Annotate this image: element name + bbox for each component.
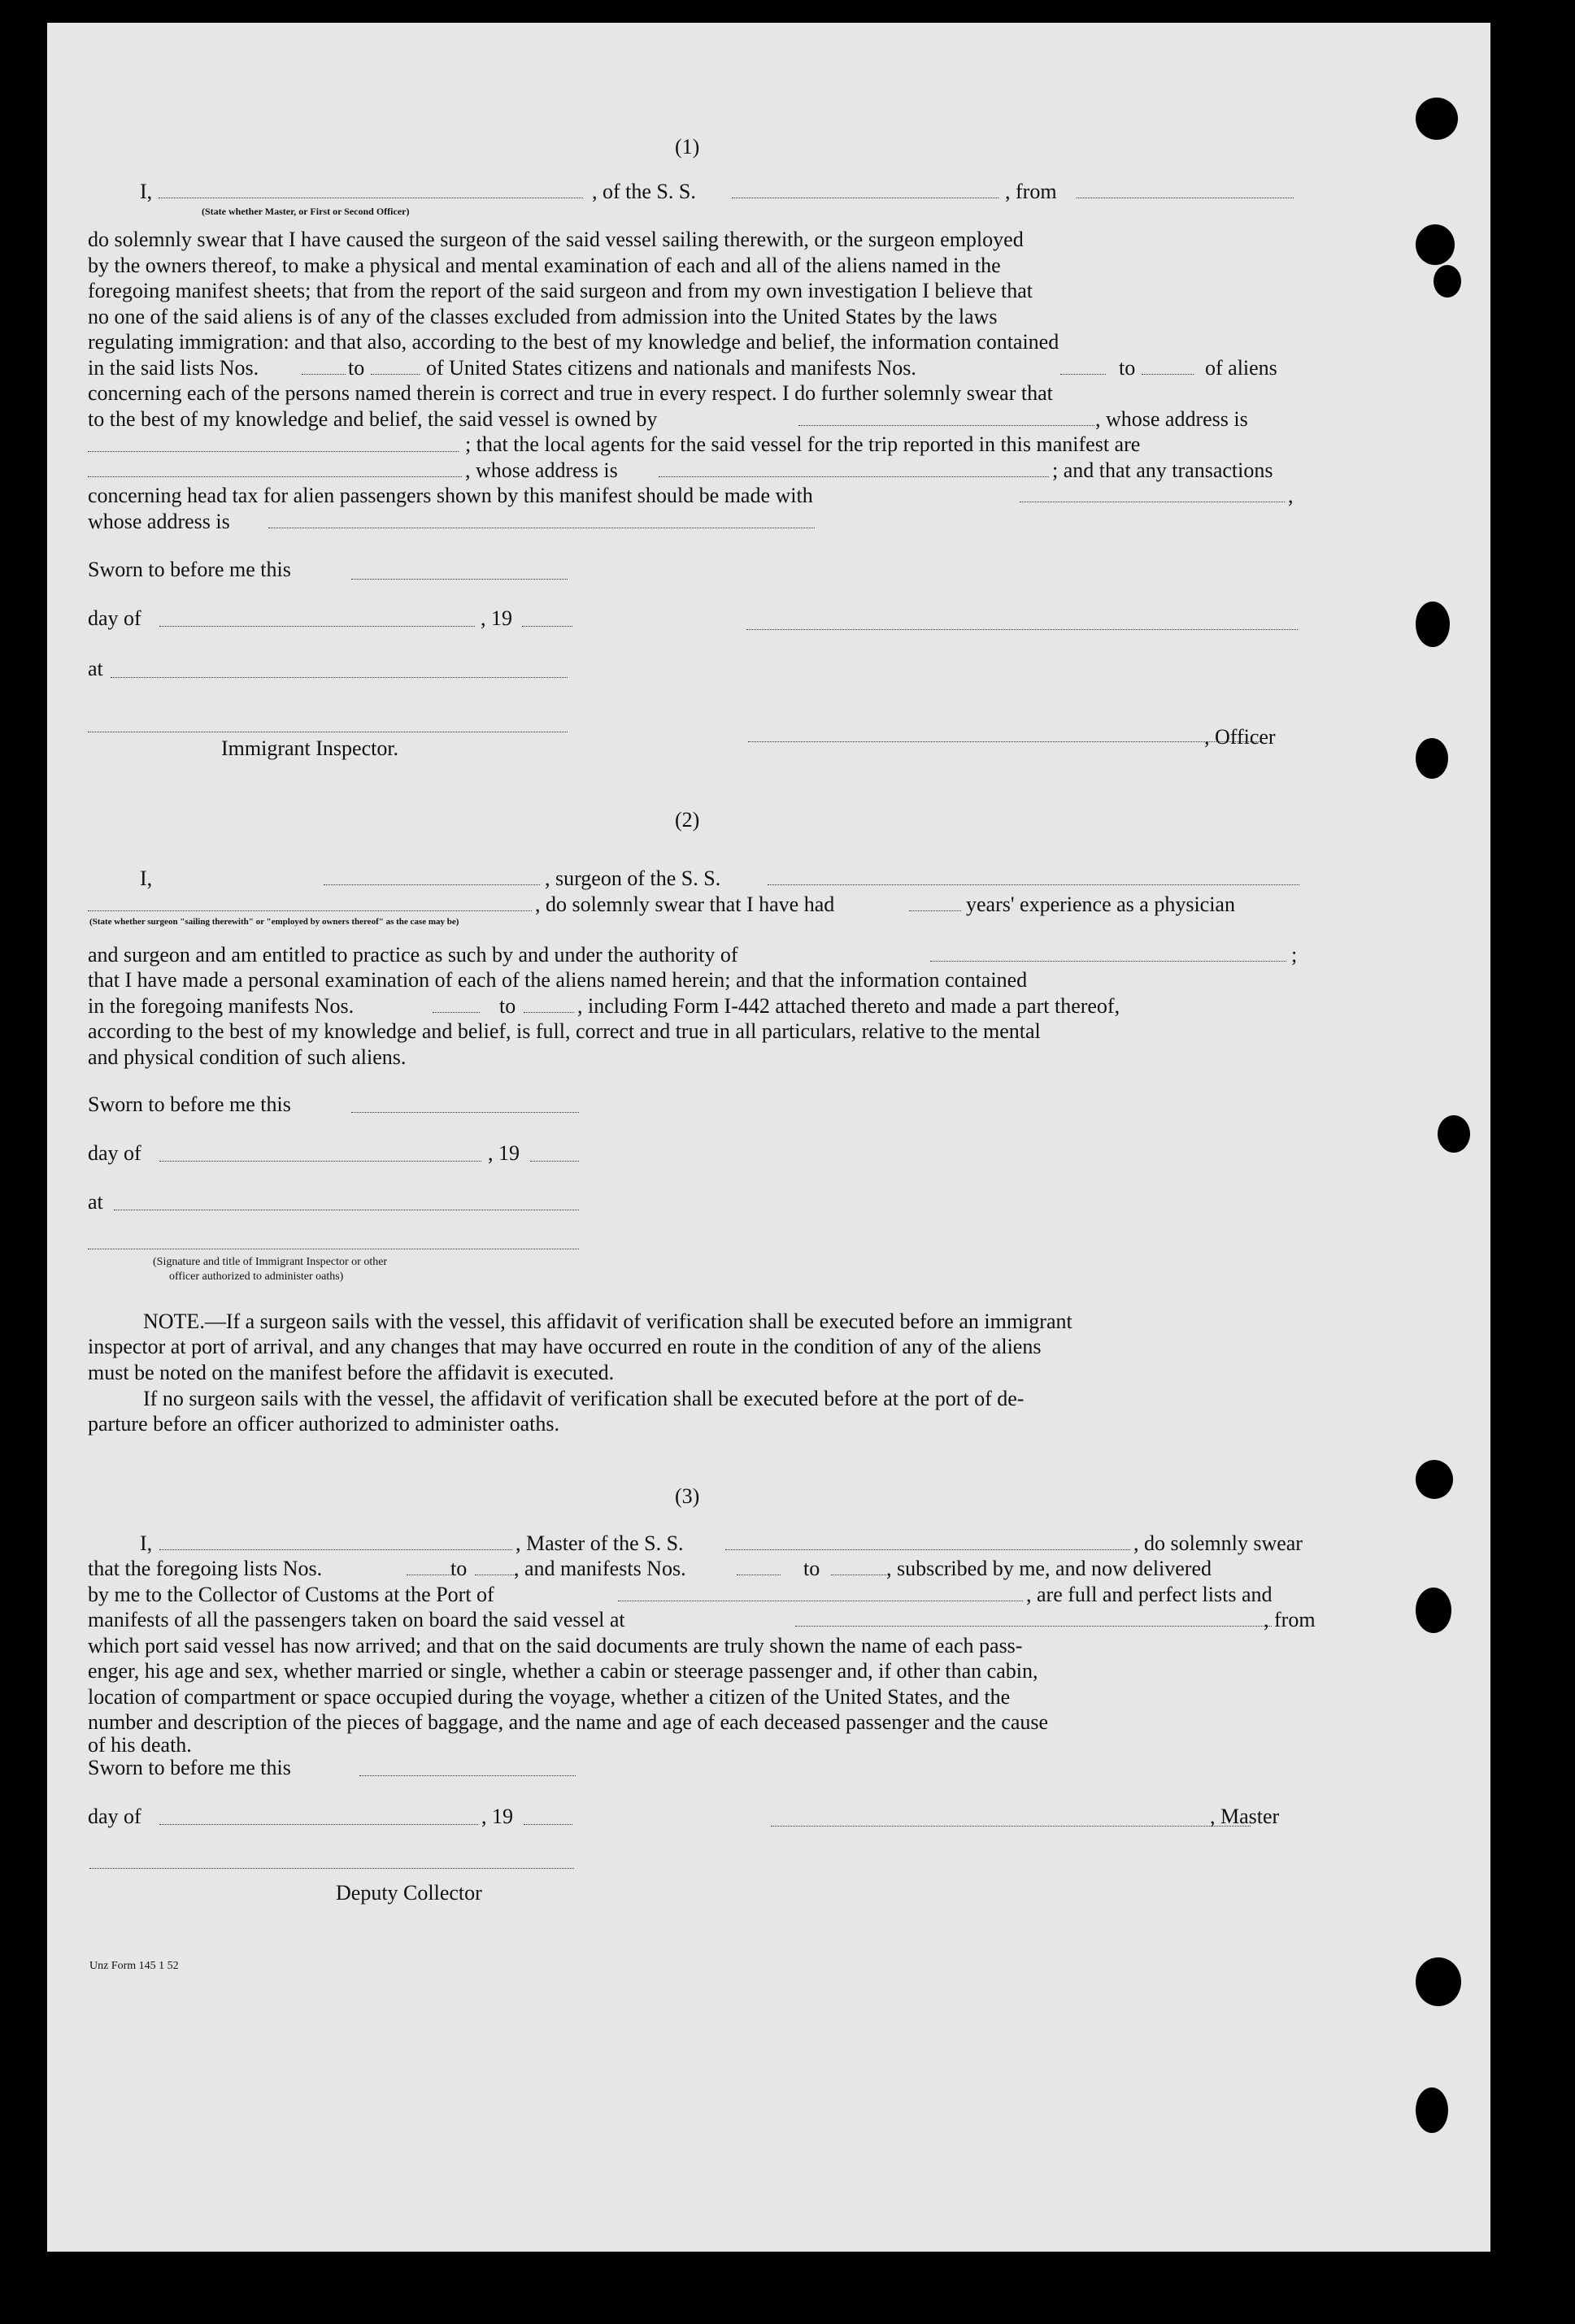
taken-aboard-label: manifests of all the passengers taken on board the said vessel at xyxy=(88,1608,625,1631)
master-vessel-field[interactable] xyxy=(725,1549,1130,1550)
taken-aboard-field[interactable] xyxy=(795,1626,1272,1627)
oath-i: I, xyxy=(140,180,153,203)
section-2-line: according to the best of my knowledge and belief, is full, correct and true in all particulars, relative to the mental xyxy=(88,1019,1041,1043)
master-swear-label: , do solemnly swear xyxy=(1133,1531,1303,1555)
day-of-field-3[interactable] xyxy=(159,1824,478,1825)
form-number: Unz Form 145 1 52 xyxy=(89,1960,179,1972)
officer-title-field[interactable] xyxy=(748,741,1262,742)
swear-years-label: , do solemnly swear that I have had xyxy=(535,893,835,916)
manifests-to-field[interactable] xyxy=(1142,374,1194,375)
form-page xyxy=(47,23,1490,2252)
punch-hole xyxy=(1416,2087,1448,2133)
of-ss-label: , of the S. S. xyxy=(592,180,696,203)
section-1-line: no one of the said aliens is of any of the classes excluded from admission into the United States by the laws xyxy=(88,305,998,328)
owned-by-label: to the best of my knowledge and belief, the said vessel is owned by xyxy=(88,407,658,431)
master-signature-field[interactable] xyxy=(771,1826,1251,1827)
master-oath-i: I, xyxy=(140,1531,153,1555)
section-3-line: enger, his age and sex, whether married or single, whether a cabin or steerage passenger and, if other than cabin, xyxy=(88,1659,1038,1683)
signature-hint-1: (Signature and title of Immigrant Inspector or other xyxy=(153,1256,388,1268)
lists-nos-label: that the foregoing lists Nos. xyxy=(88,1557,323,1580)
manifests-to-label: to xyxy=(1119,356,1136,380)
surgeon-of-label: , surgeon of the S. S. xyxy=(545,867,721,890)
master-name-field[interactable] xyxy=(159,1549,512,1550)
section-1-line: concerning each of the persons named therein is correct and true in every respect. I do further solemnly swear that xyxy=(88,381,1053,405)
manifests-nos-to-label: to xyxy=(803,1557,820,1580)
authority-semicolon: ; xyxy=(1291,943,1298,967)
deputy-collector-label: Deputy Collector xyxy=(336,1881,482,1905)
owner-address-label: , whose address is xyxy=(1095,407,1248,431)
section-3-line: which port said vessel has now arrived; and that on the said documents are truly shown the name of each pass- xyxy=(88,1634,1023,1657)
inspector-label: Immigrant Inspector. xyxy=(221,736,399,760)
year-field-2[interactable] xyxy=(530,1161,579,1162)
day-of-label-2: day of xyxy=(88,1141,141,1165)
lists-from-field[interactable] xyxy=(302,374,346,375)
officer-hint: (State whether Master, or First or Second Officer) xyxy=(202,206,410,217)
foregoing-to-field[interactable] xyxy=(524,1012,574,1013)
year-label-1: , 19 xyxy=(481,606,512,630)
section-3-line: of his death. xyxy=(88,1733,192,1757)
year-field-3[interactable] xyxy=(524,1824,572,1825)
note-line: must be noted on the manifest before the affidavit is executed. xyxy=(88,1361,615,1384)
local-agents-label: ; that the local agents for the said vessel for the trip reported in this manifest are xyxy=(465,432,1141,456)
punch-hole xyxy=(1416,224,1455,265)
section-3-number: (3) xyxy=(675,1484,700,1508)
sworn-label-2: Sworn to before me this xyxy=(88,1092,291,1116)
section-2-number: (2) xyxy=(675,808,700,832)
form-i442-label: , including Form I-442 attached thereto and made a part thereof, xyxy=(577,994,1120,1018)
head-tax-address-label: whose address is xyxy=(88,510,230,533)
surgeon-name-field[interactable] xyxy=(324,884,540,885)
punch-hole xyxy=(1416,1588,1451,1633)
lists-to-label: to xyxy=(348,356,365,380)
note-line: inspector at port of arrival, and any changes that may have occurred en route in the condition of any of the aliens xyxy=(88,1335,1042,1358)
sworn-day-field-1[interactable] xyxy=(351,579,568,580)
port-of-label: by me to the Collector of Customs at the Port of xyxy=(88,1583,494,1606)
lists-label: in the said lists Nos. xyxy=(88,356,259,380)
signature-hint-2: officer authorized to administer oaths) xyxy=(169,1271,344,1283)
punch-hole xyxy=(1416,602,1450,647)
authority-label: and surgeon and am entitled to practice as such by and under the authority of xyxy=(88,943,738,967)
at-label-2: at xyxy=(88,1190,103,1214)
head-tax-comma: , xyxy=(1288,484,1294,507)
section-1-line: foregoing manifest sheets; that from the report of the said surgeon and from my own investigation I believe that xyxy=(88,279,1033,302)
from-label: , from xyxy=(1005,180,1057,203)
day-of-field-1[interactable] xyxy=(159,626,475,627)
officer-signature-field[interactable] xyxy=(746,629,1298,630)
year-label-2: , 19 xyxy=(488,1141,520,1165)
lists-nos-to-label: to xyxy=(450,1557,468,1580)
sworn-day-field-2[interactable] xyxy=(351,1112,579,1113)
lists-to-field[interactable] xyxy=(371,374,420,375)
at-label-1: at xyxy=(88,657,103,680)
surgeon-hint: (State whether surgeon "sailing therewith" or "employed by owners thereof" as the case may be) xyxy=(89,917,459,927)
section-2-line: and physical condition of such aliens. xyxy=(88,1045,407,1069)
punch-hole xyxy=(1416,98,1458,140)
note-line: NOTE.—If a surgeon sails with the vessel, this affidavit of verification shall be executed before an immigrant xyxy=(143,1310,1072,1333)
punch-hole xyxy=(1434,265,1461,298)
punch-hole xyxy=(1416,1460,1453,1499)
head-tax-label: concerning head tax for alien passengers shown by this manifest should be made with xyxy=(88,484,813,507)
punch-hole xyxy=(1438,1115,1470,1153)
owner-field[interactable] xyxy=(798,425,1094,426)
punch-hole xyxy=(1416,738,1448,779)
sworn-label-3: Sworn to before me this xyxy=(88,1756,291,1779)
master-of-label: , Master of the S. S. xyxy=(516,1531,684,1555)
authority-field[interactable] xyxy=(930,961,1286,962)
section-3-line: number and description of the pieces of baggage, and the name and age of each deceased passenger and the cause xyxy=(88,1710,1049,1734)
note-line: parture before an officer authorized to administer oaths. xyxy=(88,1412,559,1436)
manifests-label: of United States citizens and nationals and manifests Nos. xyxy=(426,356,916,380)
section-1-line: regulating immigration: and that also, according to the best of my knowledge and belief, the information contained xyxy=(88,330,1059,354)
foregoing-from-field[interactable] xyxy=(433,1012,480,1013)
note-line: If no surgeon sails with the vessel, the affidavit of verification shall be executed before at the port of de- xyxy=(143,1387,1025,1410)
year-label-3: , 19 xyxy=(481,1805,513,1828)
deputy-signature-field[interactable] xyxy=(89,1868,574,1869)
section-1-line: by the owners thereof, to make a physical and mental examination of each and all of the aliens named in the xyxy=(88,254,1001,277)
foregoing-to-label: to xyxy=(499,994,516,1018)
day-of-field-2[interactable] xyxy=(159,1161,481,1162)
transactions-label: ; and that any transactions xyxy=(1052,458,1273,482)
agents-address-field[interactable] xyxy=(659,476,1049,477)
day-of-label-1: day of xyxy=(88,606,141,630)
at-field-1[interactable] xyxy=(111,677,568,678)
agents-field[interactable] xyxy=(88,476,462,477)
year-field-1[interactable] xyxy=(522,626,572,627)
foregoing-manifests-label: in the foregoing manifests Nos. xyxy=(88,994,355,1018)
delivered-label: , subscribed by me, and now delivered xyxy=(886,1557,1212,1580)
sworn-day-field-3[interactable] xyxy=(359,1775,576,1776)
agents-address-label: , whose address is xyxy=(465,458,618,482)
officer-label: , Officer xyxy=(1204,725,1276,749)
section-1-line: do solemnly swear that I have caused the surgeon of the said vessel sailing therewith, or the surgeon employed xyxy=(88,228,1024,251)
manifests-nos-label: , and manifests Nos. xyxy=(514,1557,686,1580)
manifests-from-field[interactable] xyxy=(1060,374,1106,375)
surgeon-oath-i: I, xyxy=(140,867,153,890)
section-2-line: that I have made a personal examination of each of the aliens named herein; and that the information contained xyxy=(88,968,1028,992)
master-label: , Master xyxy=(1210,1805,1280,1828)
section-3-line: location of compartment or space occupied during the voyage, whether a citizen of the United States, and the xyxy=(88,1685,1011,1709)
full-perfect-label: , are full and perfect lists and xyxy=(1026,1583,1273,1606)
years-experience-field[interactable] xyxy=(909,910,961,911)
years-physician-label: years' experience as a physician xyxy=(966,893,1235,916)
owner-address-field[interactable] xyxy=(88,451,459,452)
day-of-label-3: day of xyxy=(88,1805,141,1828)
sworn-label-1: Sworn to before me this xyxy=(88,558,291,581)
section-1-number: (1) xyxy=(675,135,700,159)
surgeon-status-field[interactable] xyxy=(88,910,532,911)
of-aliens-label: of aliens xyxy=(1205,356,1277,380)
punch-hole xyxy=(1416,1957,1461,2006)
surgeon-vessel-field[interactable] xyxy=(768,884,1299,885)
from-label-3: , from xyxy=(1264,1608,1316,1631)
